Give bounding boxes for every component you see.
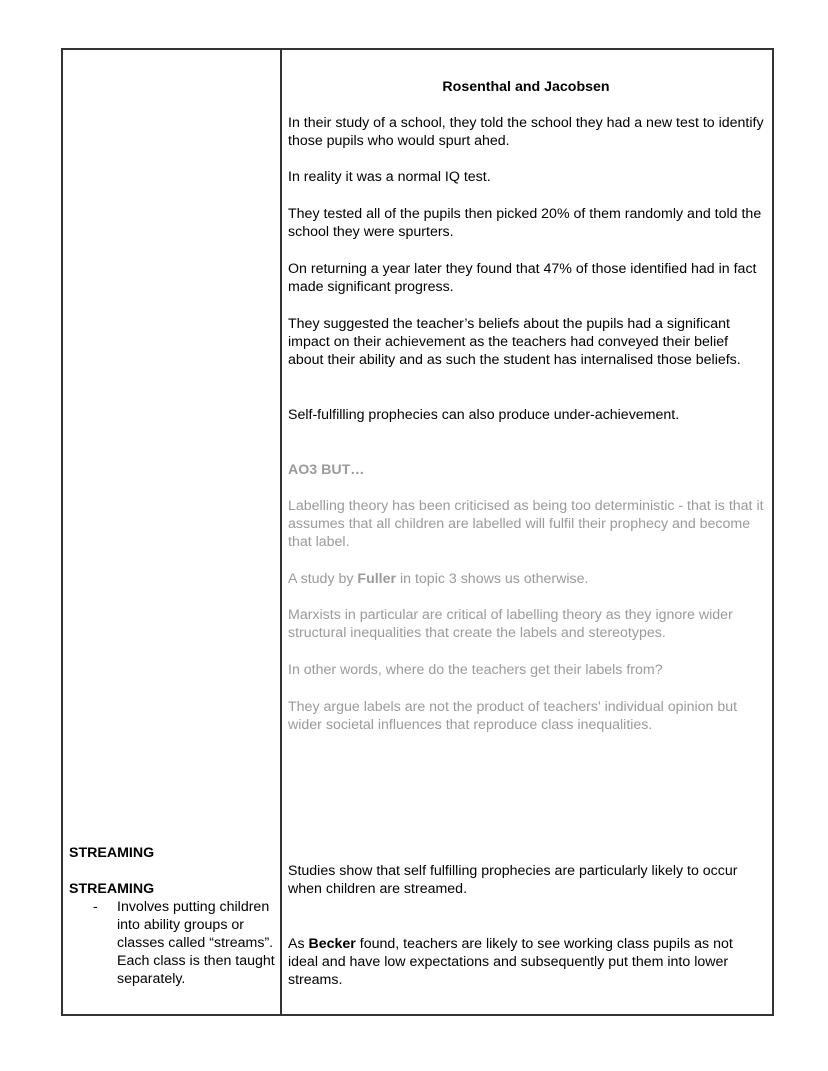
right-column xyxy=(282,50,772,1014)
notes-table xyxy=(61,48,774,1016)
paragraph: They suggested the teacher’s beliefs about the pupils had a significant impact on their achievement as the teachers had conveyed their belief about their ability and as such the student has internalised those beliefs. xyxy=(288,316,741,368)
bullet-dash: - xyxy=(93,899,98,915)
paragraph xyxy=(288,935,764,989)
paragraph: They tested all of the pupils then picked 20% of them randomly and told the school they were spurters. xyxy=(288,206,762,240)
streaming-definition: Involves putting children into ability groups or classes called “streams”. Each class is then taught separately. xyxy=(117,899,275,987)
streaming-heading: STREAMING xyxy=(69,845,155,861)
evaluation-paragraph xyxy=(288,570,764,588)
section-title: Rosenthal and Jacobsen xyxy=(442,79,610,95)
streaming-subheading: STREAMING xyxy=(69,881,155,897)
paragraph: Self-fulfilling prophecies can also produce under-achievement. xyxy=(288,407,680,423)
evaluation-paragraph: Labelling theory has been criticised as being too deterministic - that is that it assumes that all children are labelled will fulfil their prophecy and become that label. xyxy=(288,498,764,550)
left-column xyxy=(63,50,282,1014)
evaluation-paragraph: In other words, where do the teachers get their labels from? xyxy=(288,662,663,678)
paragraph: In their study of a school, they told the school they had a new test to identify those pupils who would spurt ahed. xyxy=(288,115,764,149)
paragraph: On returning a year later they found that 47% of those identified had in fact made significant progress. xyxy=(288,261,757,295)
text-run: As xyxy=(288,936,309,952)
paragraph: Studies show that self fulfilling prophecies are particularly likely to occur when children are streamed. xyxy=(288,863,738,897)
text-run: A study by xyxy=(288,571,358,587)
text-run: in topic 3 shows us otherwise. xyxy=(396,571,589,587)
evaluation-paragraph: They argue labels are not the product of teachers' individual opinion but wider societal influences that reproduce class inequalities. xyxy=(288,699,738,733)
paragraph: In reality it was a normal IQ test. xyxy=(288,169,491,185)
ao3-heading: AO3 BUT… xyxy=(288,462,365,478)
evaluation-paragraph: Marxists in particular are critical of labelling theory as they ignore wider structural inequalities that create the labels and stereotypes. xyxy=(288,607,733,641)
author-name: Becker xyxy=(308,936,356,952)
author-name: Fuller xyxy=(357,571,397,587)
text-run: found, teachers are likely to see working class pupils as not ideal and have low expectations and subsequently put them into lower streams. xyxy=(288,936,733,988)
